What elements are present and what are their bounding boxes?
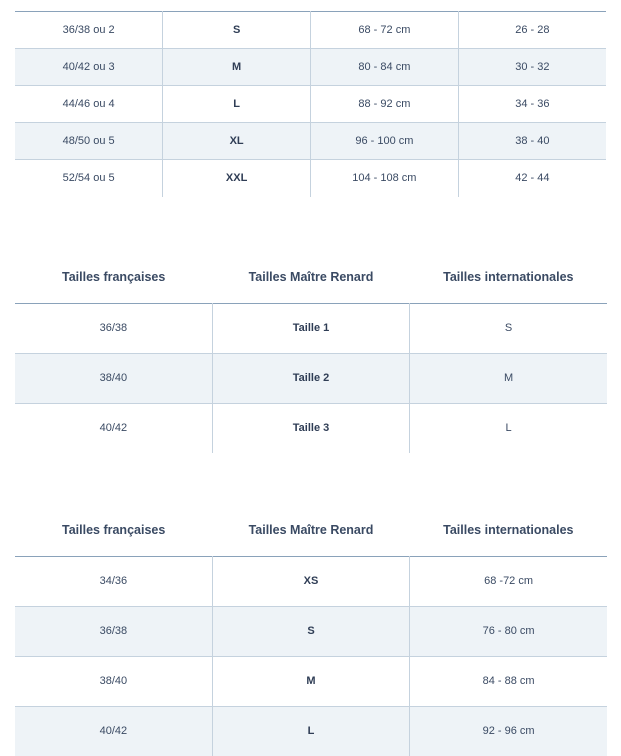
brand-size-cell: L [212, 706, 409, 756]
table-row [15, 49, 606, 86]
brand-size-cell: XXL [163, 160, 311, 197]
brand-size-cell: M [212, 656, 409, 706]
table-header-row [15, 252, 607, 303]
french-size-cell: 48/50 ou 5 [15, 123, 163, 160]
table-row [15, 606, 607, 656]
measurement-cell: 80 - 84 cm [311, 49, 459, 86]
table-row [15, 353, 607, 403]
brand-size-cell: S [163, 12, 311, 49]
size-range-cell: 38 - 40 [458, 123, 606, 160]
international-size-cell: S [410, 303, 607, 353]
international-size-cell: 76 - 80 cm [410, 606, 607, 656]
international-size-cell: 84 - 88 cm [410, 656, 607, 706]
brand-size-cell: S [212, 606, 409, 656]
international-size-cell: 92 - 96 cm [410, 706, 607, 756]
measurement-cell: 104 - 108 cm [311, 160, 459, 197]
international-size-cell: 68 -72 cm [410, 556, 607, 606]
french-size-cell: 40/42 [99, 422, 128, 435]
brand-size-cell: XL [163, 123, 311, 160]
brand-size-cell: M [163, 49, 311, 86]
size-table-2 [15, 252, 607, 453]
table-row [15, 303, 607, 353]
table-row [15, 656, 607, 706]
table-row [15, 12, 606, 49]
brand-size-cell: Taille 3 [212, 403, 409, 453]
french-size-cell: 38/40 [99, 675, 128, 687]
header-brand-sizes: Tailles Maître Renard [248, 270, 374, 285]
table-row [15, 160, 606, 197]
size-table-1 [15, 11, 606, 197]
measurement-cell: 88 - 92 cm [311, 86, 459, 123]
size-range-cell: 26 - 28 [458, 12, 606, 49]
header-international-sizes: Tailles internationales [443, 523, 574, 538]
size-table-3 [15, 505, 607, 756]
brand-size-cell: Taille 1 [212, 303, 409, 353]
french-size-cell: 44/46 ou 4 [62, 98, 115, 110]
french-size-cell: 40/42 [15, 706, 212, 756]
french-size-cell: 36/38 [15, 606, 212, 656]
table-row [15, 556, 607, 606]
header-brand-sizes: Tailles Maître Renard [248, 523, 374, 538]
french-size-cell: 36/38 ou 2 [62, 24, 115, 36]
french-size-cell: 36/38 [99, 322, 128, 334]
french-size-cell: 34/36 [99, 575, 128, 587]
table-row [15, 86, 606, 123]
size-range-cell: 30 - 32 [458, 49, 606, 86]
international-size-cell: M [410, 353, 607, 403]
size-range-cell: 42 - 44 [458, 160, 606, 197]
french-size-cell: 40/42 ou 3 [15, 49, 163, 86]
french-size-cell: 38/40 [15, 353, 212, 403]
table-row [15, 403, 607, 453]
brand-size-cell: L [163, 86, 311, 123]
table-row [15, 706, 607, 756]
brand-size-cell: XS [212, 556, 409, 606]
international-size-cell: L [410, 403, 607, 453]
measurement-cell: 96 - 100 cm [311, 123, 459, 160]
table-row [15, 123, 606, 160]
french-size-cell: 52/54 ou 5 [62, 172, 115, 185]
measurement-cell: 68 - 72 cm [311, 12, 459, 49]
size-range-cell: 34 - 36 [458, 86, 606, 123]
header-french-sizes: Tailles françaises [62, 523, 166, 538]
header-french-sizes: Tailles françaises [62, 270, 166, 285]
brand-size-cell: Taille 2 [212, 353, 409, 403]
table-header-row [15, 505, 607, 556]
header-international-sizes: Tailles internationales [443, 270, 574, 285]
